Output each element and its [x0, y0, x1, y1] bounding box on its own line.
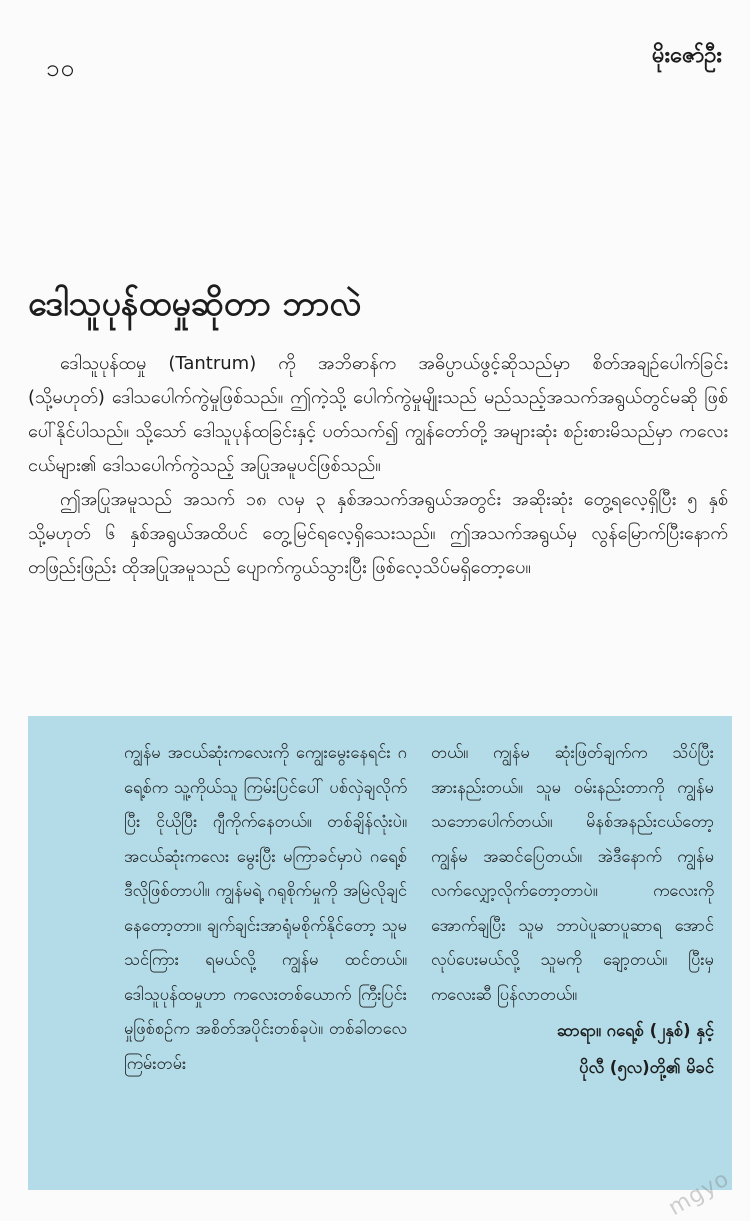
- boxed-story: [28, 716, 732, 1190]
- story-attribution-line-2: ပိုလီ (၅လ)တို့၏ မိခင်: [579, 1057, 714, 1077]
- story-left-column: [124, 736, 407, 1178]
- story-right-text: တယ်။ ကျွန်မ ဆုံးဖြတ်ချက်က သိပ်ပြီး အားနည်းတယ်။ သူမ ဝမ်းနည်းတာကို ကျွန်မ သဘောပေါက်တယ်။ မိနစ်အနည်းငယ်တော့ ကျွန်မ အဆင်ပြေတယ်။ အဲဒီနောက် ကျွန်မ လက်လျှော့လိုက်တော့တာပဲ။ ကလေးကို အောက်ချပြီး သူမ ဘာပဲပူဆာပူဆာရ အောင်လုပ်ပေးမယ်လို့ သူမကို ချော့တယ်။ ပြီးမှ ကလေးဆီ ပြန်လာတယ်။: [431, 743, 714, 1004]
- section-title: ဒေါသူပုန်ထမှုဆိုတာ ဘာလဲ: [28, 284, 362, 324]
- story-attribution-line-1: ဆာရာ။ ဂရေ့စ် (၂နှစ်) နှင့်: [556, 1021, 714, 1040]
- body-text: [28, 347, 728, 585]
- watermark: mgyo: [664, 1166, 734, 1221]
- running-head: မိုးဇော်ဦး: [651, 43, 722, 68]
- body-paragraph: ဒေါသူပုန်ထမှု (Tantrum) ကို အဘိဓာန်က အဓိပ္ပာယ်ဖွင့်ဆိုသည်မှာ စိတ်အချဉ်ပေါက်ခြင်း (သို့မဟုတ်) ဒေါသပေါက်ကွဲမှုဖြစ်သည်။ ဤကဲ့သို့ ပေါက်ကွဲမှုမျိုးသည် မည်သည့်အသက်အရွယ်တွင်မဆို ဖြစ်ပေါ်နိုင်ပါသည်။ သို့သော် ဒေါသူပုန်ထခြင်းနှင့် ပတ်သက်၍ ကျွန်တော်တို့ အများဆုံး စဉ်းစားမိသည်မှာ ကလေးငယ်များ၏ ဒေါသပေါက်ကွဲသည့် အပြုအမူပင်ဖြစ်သည်။: [28, 353, 728, 476]
- body-paragraph: ဤအပြုအမူသည် အသက် ၁၈ လမှ ၃ နှစ်အသက်အရွယ်အတွင်း အဆိုးဆုံး တွေ့ရလေ့ရှိပြီး ၅ နှစ် သို့မဟုတ် ၆ နှစ်အရွယ်အထိပင် တွေ့မြင်ရလေ့ရှိသေးသည်။ ဤအသက်အရွယ်မှ လွန်မြောက်ပြီးနောက် တဖြည်းဖြည်း ထိုအပြုအမူသည် ပျောက်ကွယ်သွားပြီး ဖြစ်လေ့သိပ်မရှိတော့ပေ။: [28, 489, 728, 578]
- story-right-column: [431, 736, 714, 1178]
- story-left-text: ကျွန်မ အငယ်ဆုံးကလေးကို ကျွေးမွေးနေရင်း ဂရေ့စ်က သူ့ကိုယ်သူ ကြမ်းပြင်ပေါ် ပစ်လှဲချလိုက်ပြီး ငိုယိုပြီး ဂျီကိုက်နေတယ်။ တစ်ချိန်လုံးပဲ။ အငယ်ဆုံးကလေး မွေးပြီး မကြာခင်မှာပဲ ဂရေ့စ် ဒီလိုဖြစ်တာပါ။ ကျွန်မရဲ့ ဂရုစိုက်မှုကို အမြဲလိုချင်နေတော့တာ။ ချက်ချင်းအာရုံမစိုက်နိုင်တော့ သူမ သင်ကြား ရမယ်လို့ ကျွန်မ ထင်တယ်။ ဒေါသူပုန်ထမှုဟာ ကလေးတစ်ယောက် ကြီးပြင်းမှုဖြစ်စဉ်က အစိတ်အပိုင်းတစ်ခုပဲ။ တစ်ခါတလေ ကြမ်းတမ်း: [124, 743, 407, 1073]
- page-number: ၁၀: [46, 54, 75, 82]
